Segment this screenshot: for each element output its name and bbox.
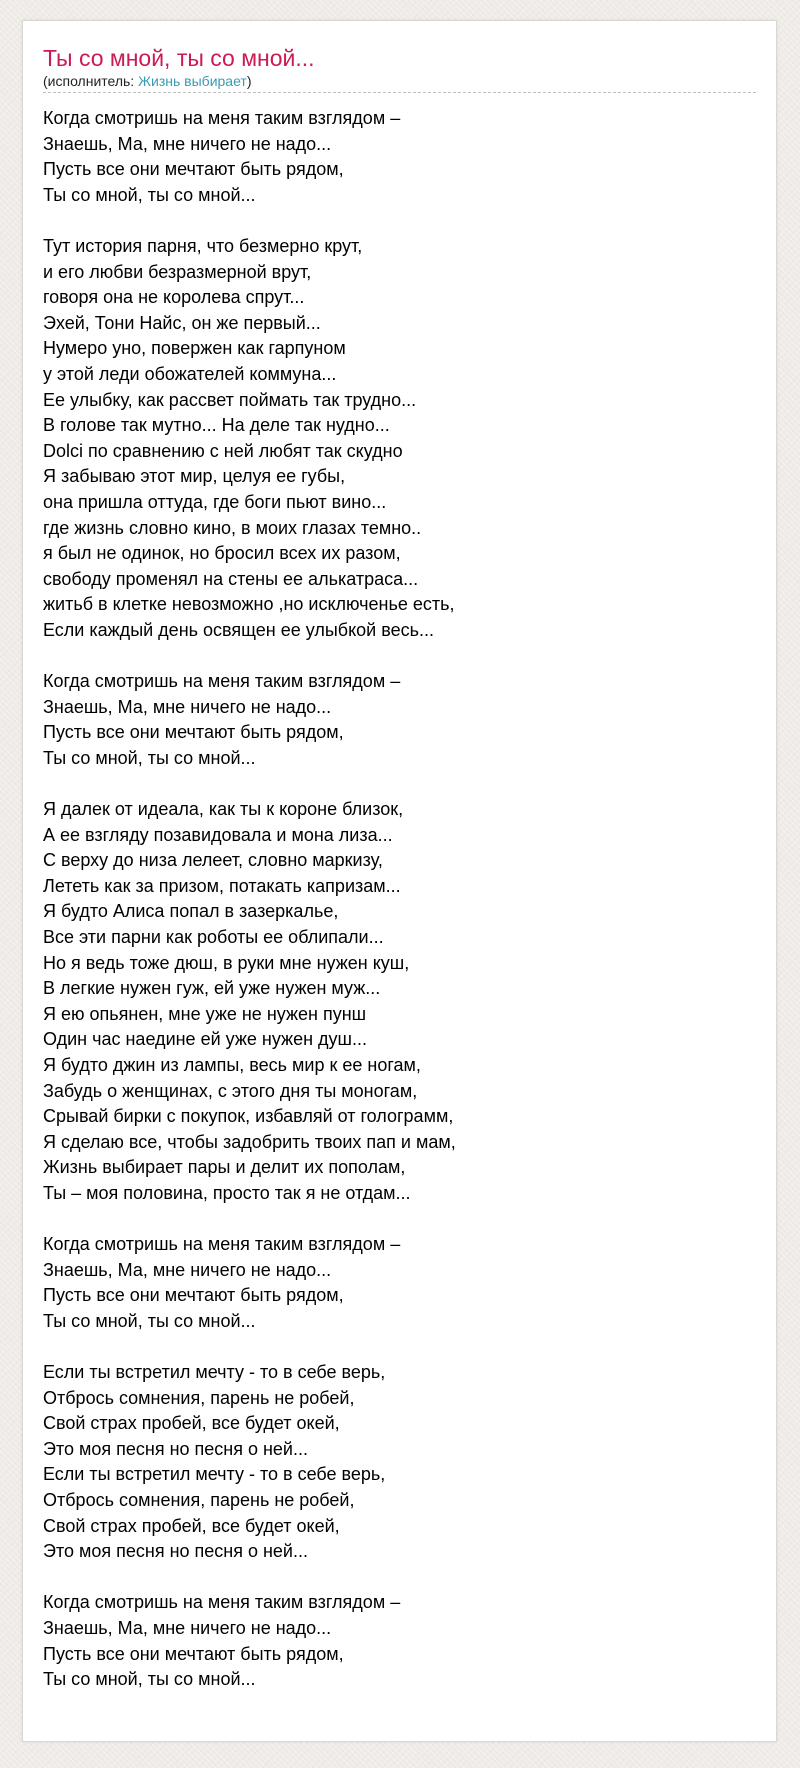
lyric-line: Знаешь, Ма, мне ничего не надо... (43, 133, 332, 154)
lyric-line: Ее улыбку, как рассвет поймать так трудно... (43, 389, 417, 410)
lyric-line: Я далек от идеала, как ты к короне близок, (43, 799, 404, 820)
lyric-line: Ты со мной, ты со мной... (43, 1310, 256, 1331)
stanza (43, 1360, 756, 1565)
lyric-line: она пришла оттуда, где боги пьют вино... (43, 491, 387, 512)
lyric-line: я был не одинок, но бросил всех их разом, (43, 543, 401, 564)
lyric-line: Я будто Алиса попал в зазеркалье, (43, 901, 339, 922)
stanza (43, 234, 756, 644)
lyric-line: С верху до низа лелеет, словно маркизу, (43, 850, 383, 871)
lyric-line: Я сделаю все, чтобы задобрить твоих пап и мам, (43, 1131, 456, 1152)
stanza (43, 797, 756, 1207)
lyric-line: житьб в клетке невозможно ,но исключенье есть, (43, 594, 455, 615)
lyric-line: Если ты встретил мечту - то в себе верь, (43, 1464, 386, 1485)
lyric-line: Все эти парни как роботы ее облипали... (43, 927, 384, 947)
lyric-line: Пусть все они мечтают быть рядом, (43, 1285, 344, 1306)
lyric-line: Знаешь, Ма, мне ничего не надо... (43, 1618, 332, 1639)
stanza (43, 106, 756, 208)
lyric-line: Ты со мной, ты со мной... (43, 747, 256, 768)
lyric-line: Это моя песня но песня о ней... (43, 1541, 308, 1562)
lyric-line: Когда смотришь на меня таким взглядом – (43, 108, 401, 128)
lyric-line: В голове так мутно... На деле так нудно... (43, 415, 390, 436)
lyric-line: Я ею опьянен, мне уже не нужен пунш (43, 1003, 367, 1024)
lyric-line: Отбрось сомнения, парень не робей, (43, 1490, 355, 1511)
lyric-line: Лететь как за призом, потакать капризам... (43, 875, 401, 896)
artist-line (43, 72, 756, 90)
lyric-line: В легкие нужен гуж, ей уже нужен муж... (43, 978, 381, 999)
lyric-line: Пусть все они мечтают быть рядом, (43, 722, 344, 743)
lyric-line: Свой страх пробей, все будет окей, (43, 1515, 340, 1536)
lyric-line: где жизнь словно кино, в моих глазах темно.. (43, 517, 422, 538)
lyric-line: Один час наедине ей уже нужен душ... (43, 1029, 367, 1050)
lyric-line: Это моя песня но песня о ней... (43, 1438, 308, 1459)
lyric-line: и его любви безразмерной врут, (43, 261, 312, 282)
lyric-line: Знаешь, Ма, мне ничего не надо... (43, 696, 332, 717)
lyric-line: Знаешь, Ма, мне ничего не надо... (43, 1259, 332, 1280)
title-divider (43, 92, 756, 93)
lyrics-card (22, 20, 777, 1742)
artist-prefix: (исполнитель: (43, 73, 139, 89)
artist-suffix: ) (246, 73, 252, 89)
lyric-line: Я будто джин из лампы, весь мир к ее ногам, (43, 1054, 421, 1075)
lyric-line: Отбрось сомнения, парень не робей, (43, 1387, 355, 1408)
lyric-line: Эхей, Тони Найс, он же первый... (43, 312, 321, 333)
artist-link[interactable]: Жизнь выбирает (138, 73, 247, 89)
lyric-line: Ты со мной, ты со мной... (43, 1669, 256, 1690)
stanza (43, 1232, 756, 1334)
stanza (43, 669, 756, 771)
lyrics-text (43, 106, 756, 1693)
lyric-line: свободу променял на стены ее алькатраса... (43, 568, 419, 589)
lyric-line: Когда смотришь на меня таким взглядом – (43, 671, 401, 692)
lyric-line: Ты – моя половина, просто так я не отдам... (43, 1182, 411, 1203)
lyric-line: Свой страх пробей, все будет окей, (43, 1413, 340, 1434)
lyric-line: Тут история парня, что безмерно крут, (43, 235, 363, 256)
lyric-line: Жизнь выбирает пары и делит их пополам, (43, 1157, 406, 1178)
lyric-line: Я забываю этот мир, целуя ее губы, (43, 466, 346, 487)
lyric-line: Если ты встретил мечту - то в себе верь, (43, 1362, 386, 1383)
stanza (43, 1590, 756, 1692)
lyric-line: Но я ведь тоже дюш, в руки мне нужен куш, (43, 952, 410, 973)
lyric-line: Забудь о женщинах, с этого дня ты моногам, (43, 1080, 418, 1101)
lyric-line: Пусть все они мечтают быть рядом, (43, 1643, 344, 1664)
lyric-line: Когда смотришь на меня таким взглядом – (43, 1234, 401, 1255)
lyric-line: у этой леди обожателей коммуна... (43, 363, 337, 384)
lyric-line: Пусть все они мечтают быть рядом, (43, 159, 344, 180)
lyric-line: Когда смотришь на меня таким взглядом – (43, 1592, 401, 1613)
lyric-line: Нумеро уно, повержен как гарпуном (43, 338, 346, 359)
lyric-line: Если каждый день освящен ее улыбкой весь... (43, 619, 434, 640)
lyric-line: Ты со мной, ты со мной... (43, 184, 256, 205)
lyric-line: Срывай бирки с покупок, избавляй от голограмм, (43, 1106, 454, 1127)
lyric-line: А ее взгляду позавидовала и мона лиза... (43, 824, 393, 845)
lyric-line: Dolci по сравнению с ней любят так скудно (43, 440, 403, 461)
lyric-line: говоря она не королева спрут... (43, 287, 305, 308)
song-title: Ты со мной, ты со мной... (43, 45, 315, 71)
